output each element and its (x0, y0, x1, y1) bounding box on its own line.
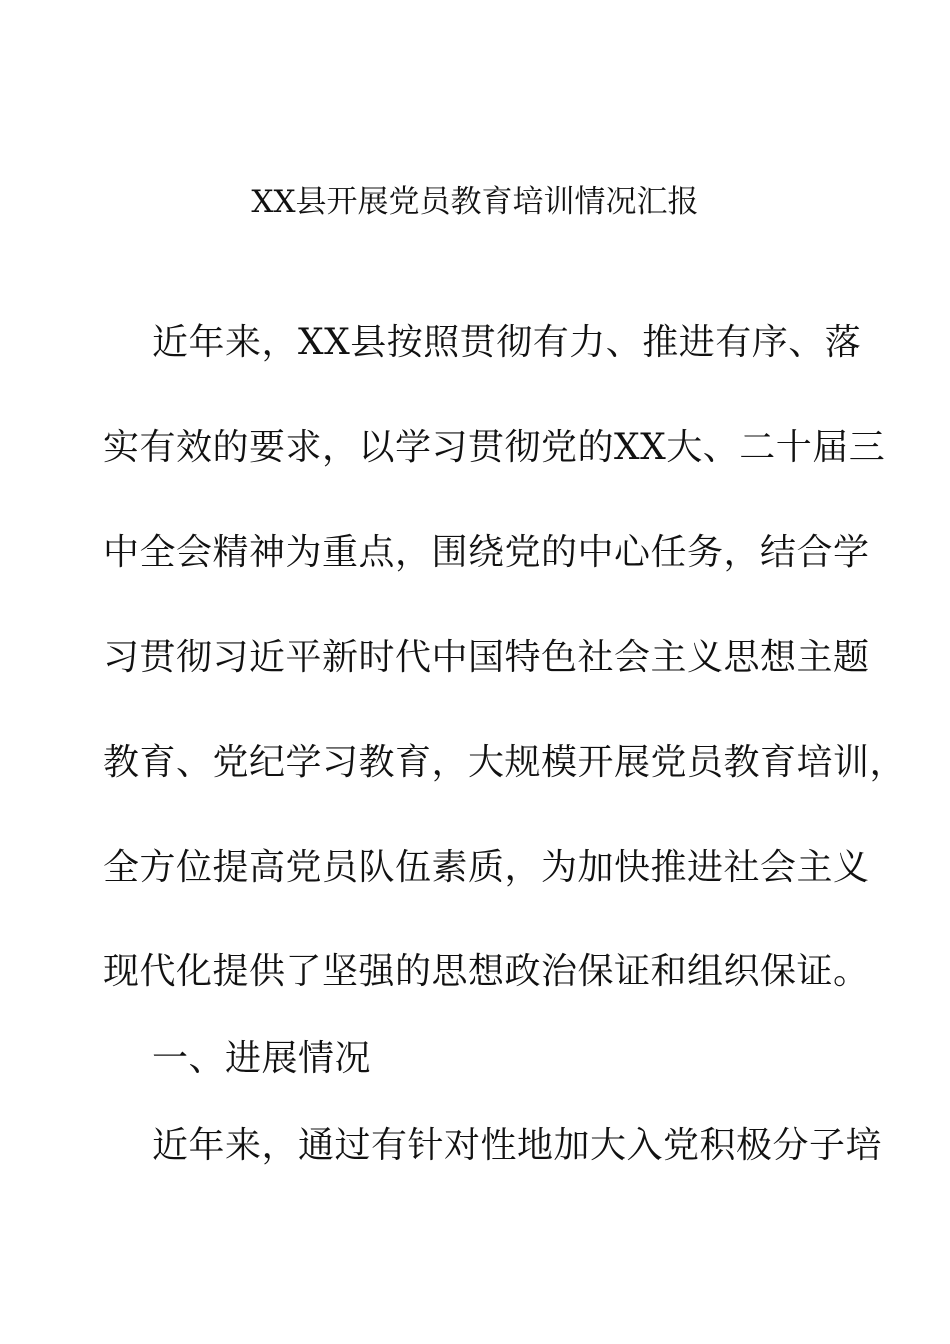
paragraph-line: 近年来，XX县按照贯彻有力、推进有序、落 (152, 322, 862, 363)
paragraph-line: 教育、党纪学习教育，大规模开展党员教育培训， (103, 742, 907, 783)
paragraph-line: 中全会精神为重点，围绕党的中心任务，结合学 (103, 532, 870, 573)
section-heading: 一、进展情况 (152, 1038, 372, 1079)
paragraph-line: 全方位提高党员队伍素质，为加快推进社会主义 (103, 847, 870, 888)
paragraph-line: 现代化提供了坚强的思想政治保证和组织保证。 (103, 951, 870, 992)
document-title: XX县开展党员教育培训情况汇报 (251, 184, 699, 220)
paragraph-line: 近年来，通过有针对性地加大入党积极分子培 (152, 1125, 883, 1166)
paragraph-line: 习贯彻习近平新时代中国特色社会主义思想主题 (103, 637, 870, 678)
paragraph-line: 实有效的要求，以学习贯彻党的XX大、二十届三 (103, 427, 886, 468)
